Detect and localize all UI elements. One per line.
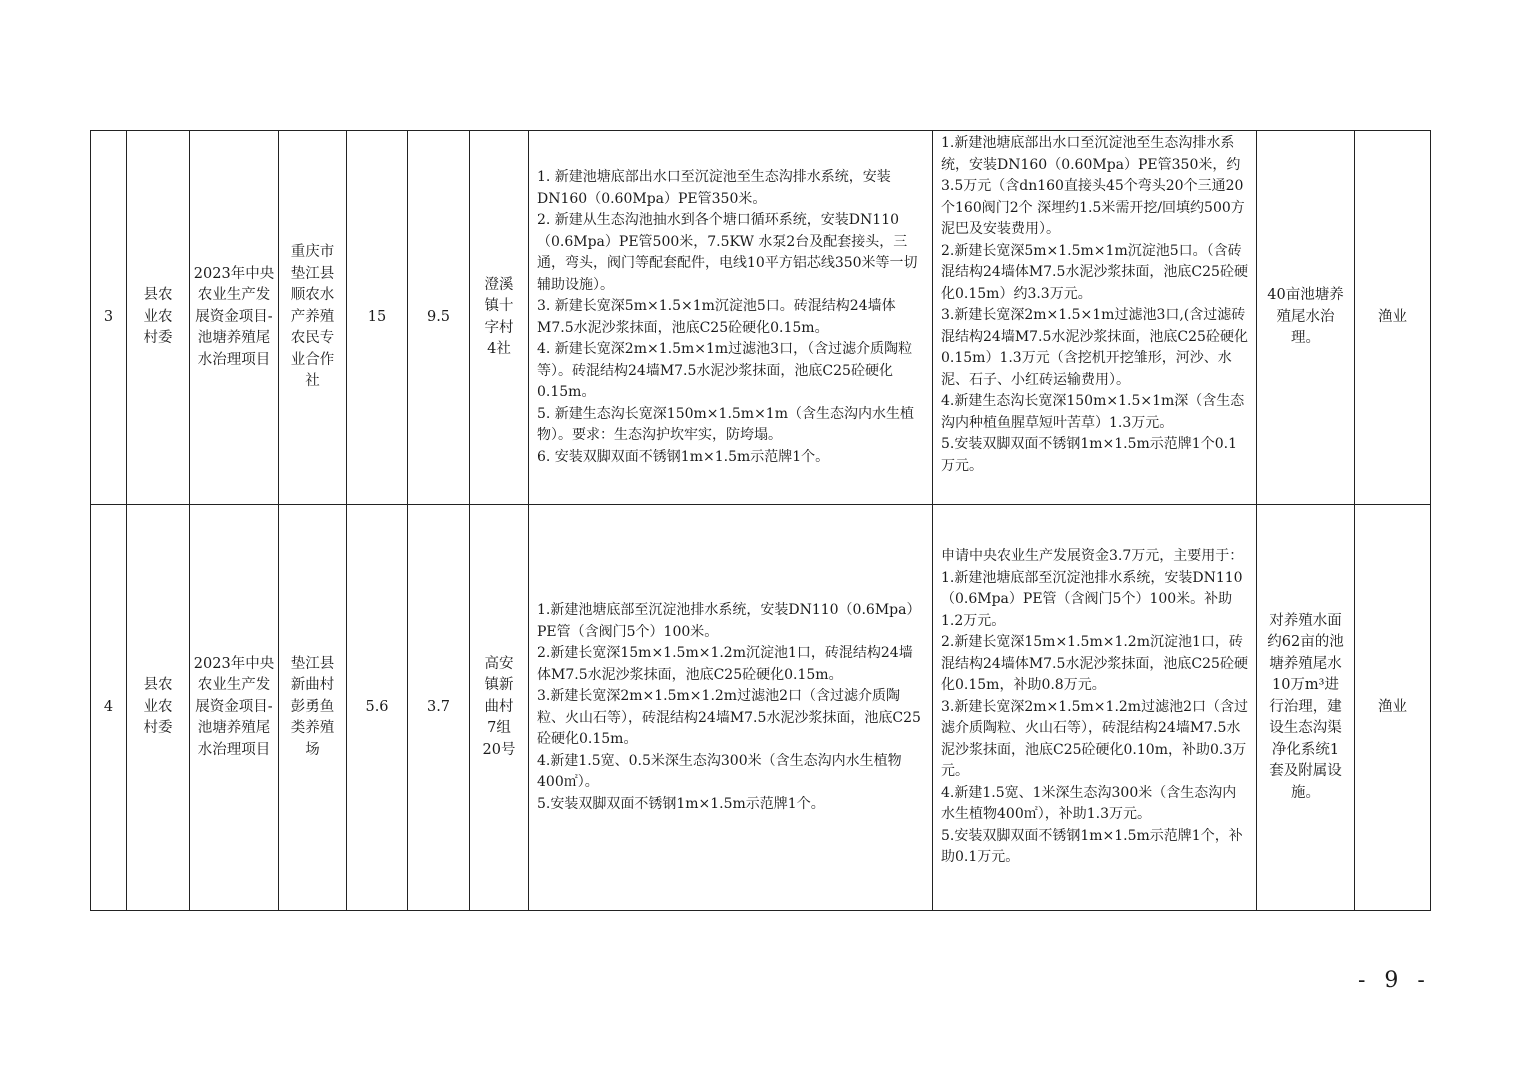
content-line: 4. 新建长宽深2m×1.5m×1m过滤池3口，（含过滤介质陶粒等）。砖混结构24墙M7.5水泥沙浆抹面，池底C25砼硬化0.15m。 [537, 341, 913, 400]
location-cell: 高安镇新曲村7组20号 [470, 505, 529, 911]
funding-use-cell [933, 131, 1257, 505]
funding-line: 申请中央农业生产发展资金3.7万元，主要用于： [941, 548, 1244, 565]
project-name-cell: 2023年中央农业生产发展资金项目-池塘养殖尾水治理项目 [190, 505, 279, 911]
entity-cell: 垫江县新曲村彭勇鱼类养殖场 [279, 505, 347, 911]
funding-line: 4.新建生态沟长宽深150m×1.5×1m深（含生态沟内种植鱼腥草短叶苦草）1.3万元。 [941, 393, 1245, 431]
funding-line: 5.安装双脚双面不锈钢1m×1.5m示范牌1个，补助0.1万元。 [941, 827, 1243, 866]
content-line: 6. 安装双脚双面不锈钢1m×1.5m示范牌1个。 [537, 448, 830, 465]
funding-line: 1.新建池塘底部出水口至沉淀池至生态沟排水系统，安装DN160（0.60Mpa）PE管350米，约3.5万元（含dn160直接头45个弯头20个三通20个160阀门2个 深埋约1.5米需开挖/回填约500方泥巴及安装费用）。 [941, 135, 1245, 237]
performance-goal-cell: 40亩池塘养殖尾水治理。 [1257, 131, 1355, 505]
industry-cell: 渔业 [1355, 131, 1431, 505]
funding-line: 1.新建池塘底部至沉淀池排水系统，安装DN110（0.6Mpa）PE管（含阀门5个）100米。补助1.2万元。 [941, 569, 1243, 629]
row-number: 4 [91, 505, 127, 911]
funding-use-cell [933, 505, 1257, 911]
table-row [91, 131, 1431, 505]
department-cell: 县农业农村委 [127, 505, 190, 911]
funding-line: 3.新建长宽深2m×1.5×1m过滤池3口,(含过滤砖混结构24墙M7.5水泥沙浆抹面，池底C25砼硬化0.15m）1.3万元（含挖机开挖雏形，河沙、水泥、石子、小红砖运输费用）。 [941, 307, 1248, 388]
content-line: 1.新建池塘底部至沉淀池排水系统，安装DN110（0.6Mpa）PE管（含阀门5个）100米。 [537, 602, 921, 640]
total-investment-cell: 5.6 [347, 505, 408, 911]
construction-content-cell [529, 505, 933, 911]
funding-line: 4.新建1.5宽、1米深生态沟300米（含生态沟内水生植物400㎡），补助1.3万元。 [941, 784, 1237, 823]
row-number: 3 [91, 131, 127, 505]
subsidy-cell: 9.5 [408, 131, 470, 505]
funding-line: 2.新建长宽深15m×1.5m×1.2m沉淀池1口，砖混结构24墙体M7.5水泥沙浆抹面，池底C25砼硬化0.15m，补助0.8万元。 [941, 634, 1248, 694]
content-line: 4.新建1.5宽、0.5米深生态沟300米（含生态沟内水生植物400㎡）。 [537, 752, 902, 790]
project-name-cell: 2023年中央农业生产发展资金项目-池塘养殖尾水治理项目 [190, 131, 279, 505]
funding-line: 2.新建长宽深5m×1.5m×1m沉淀池5口。（含砖混结构24墙体M7.5水泥沙浆抹面，池底C25砼硬化0.15m）约3.3万元。 [941, 242, 1248, 302]
entity-cell: 重庆市垫江县顺农水产养殖农民专业合作社 [279, 131, 347, 505]
funding-line: 3.新建长宽深2m×1.5m×1.2m过滤池2口（含过滤介质陶粒、火山石等），砖混结构24墙M7.5水泥沙浆抹面，池底C25砼硬化0.10m，补助0.3万元。 [941, 698, 1248, 780]
project-table [90, 130, 1431, 911]
industry-cell: 渔业 [1355, 505, 1431, 911]
total-investment-cell: 15 [347, 131, 408, 505]
content-line: 1. 新建池塘底部出水口至沉淀池至生态沟排水系统，安装DN160（0.60Mpa）PE管350米。 [537, 169, 891, 207]
content-line: 5.安装双脚双面不锈钢1m×1.5m示范牌1个。 [537, 795, 825, 812]
page-number: - 9 - [1358, 968, 1431, 993]
content-line: 2. 新建从生态沟池抽水到各个塘口循环系统，安装DN110（0.6Mpa）PE管500米，7.5KW 水泵2台及配套接头，三通，弯头，阀门等配套配件，电线10平方铝芯线350米等一切辅助设施）。 [537, 212, 918, 293]
table-row [91, 505, 1431, 911]
construction-content-cell [529, 131, 933, 505]
content-line: 3. 新建长宽深5m×1.5×1m沉淀池5口。砖混结构24墙体M7.5水泥沙浆抹面，池底C25砼硬化0.15m。 [537, 298, 896, 336]
department-cell: 县农业农村委 [127, 131, 190, 505]
content-line: 2.新建长宽深15m×1.5m×1.2m沉淀池1口，砖混结构24墙体M7.5水泥沙浆抹面，池底C25砼硬化0.15m。 [537, 645, 913, 683]
funding-line: 5.安装双脚双面不锈钢1m×1.5m示范牌1个0.1万元。 [941, 436, 1237, 474]
content-line: 5. 新建生态沟长宽深150m×1.5m×1m（含生态沟内水生植物）。要求：生态沟护坎牢实，防垮塌。 [537, 405, 914, 443]
content-line: 3.新建长宽深2m×1.5m×1.2m过滤池2口（含过滤介质陶粒、火山石等），砖混结构24墙M7.5水泥沙浆抹面，池底C25砼硬化0.15m。 [537, 688, 921, 747]
location-cell: 澄溪镇十字村4社 [470, 131, 529, 505]
subsidy-cell: 3.7 [408, 505, 470, 911]
performance-goal-cell: 对养殖水面约62亩的池塘养殖尾水10万m³进行治理，建设生态沟渠净化系统1套及附属设施。 [1257, 505, 1355, 911]
